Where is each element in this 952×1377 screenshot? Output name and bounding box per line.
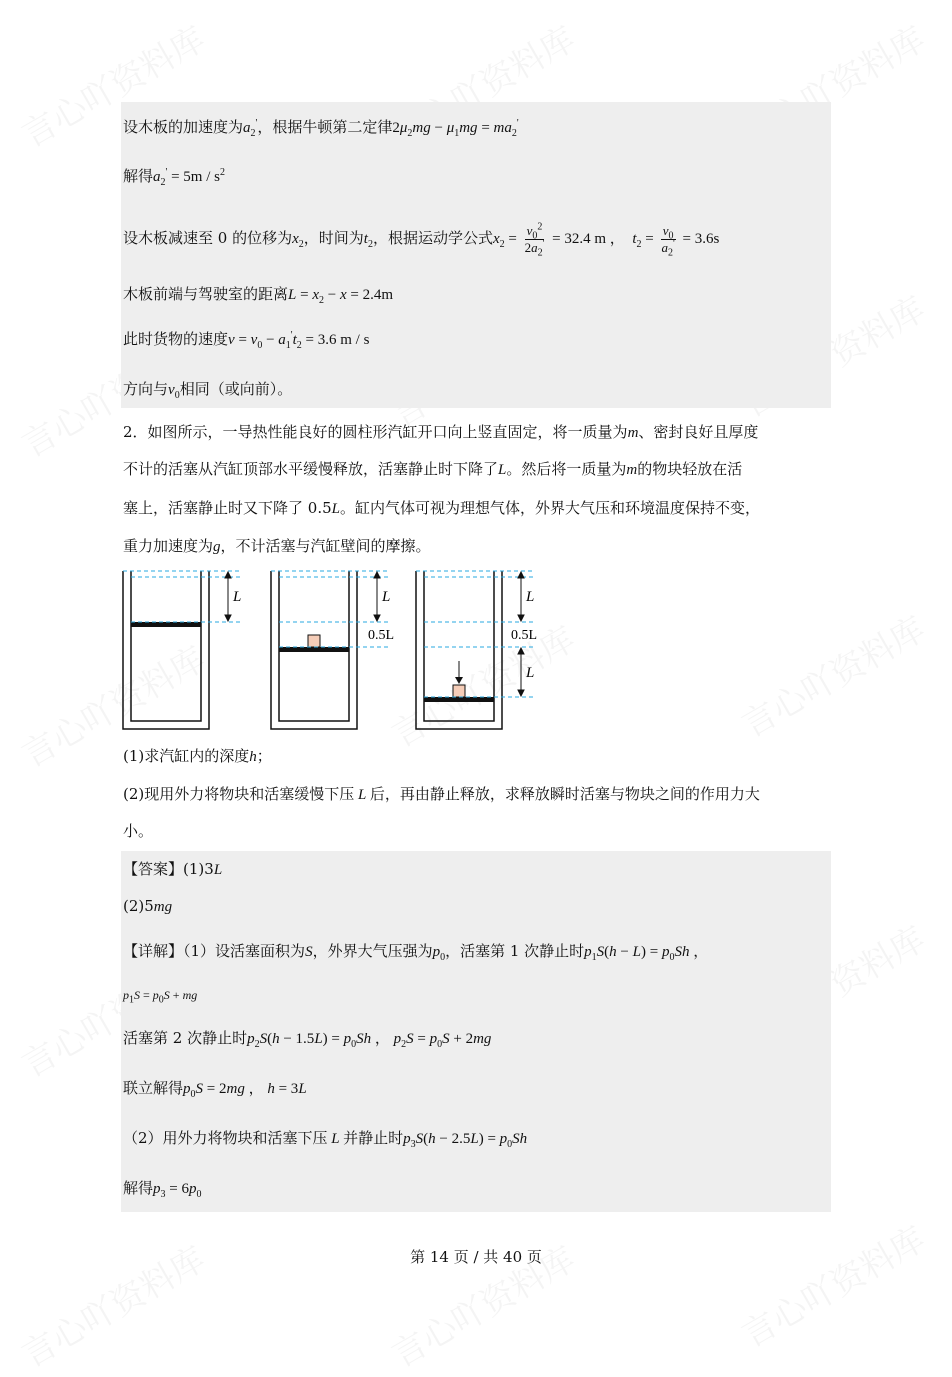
label-L-2: L xyxy=(382,589,391,605)
solution-line-2: 解得$a_2' = 5m / s^2$ xyxy=(123,167,225,188)
text: 小。 xyxy=(123,822,154,840)
text: 解得 xyxy=(123,167,154,185)
solution-line-3: 设木板减速至 0 的位移为$x_2$，时间为$t_2$，根据运动学公式$x_2$ = $\frac{v_0^2}{2a_2'}$ = 32.4 m ， $t_2$ = $\frac{v_0}{a_2'}$ = 3.6s xyxy=(123,221,720,259)
label-L-1: L xyxy=(233,589,242,605)
question-1: (1)求汽缸内的深度h； xyxy=(123,747,272,765)
text: ，不计活塞与汽缸壁间的摩擦。 xyxy=(220,537,431,555)
text: 方向与 xyxy=(123,380,169,398)
detail-line-1: 【详解】（1）设活塞面积为S，外界大气压强为$p_0$，活塞第 1 次静止时$p_1S(h - L) = p_0Sh$ ， xyxy=(123,942,709,963)
answer-label: 【答案】 xyxy=(123,860,184,878)
text: （2）用外力将物块和活塞下压 xyxy=(123,1129,328,1147)
watermark xyxy=(731,1212,932,1356)
block-2 xyxy=(308,635,320,647)
solution-line-6: 方向与$v_0$相同（或向前）。 xyxy=(123,380,293,401)
text: 、密封良好且厚度 xyxy=(638,423,759,441)
label-L-3b: L xyxy=(526,665,535,681)
text: 的物块轻放在活 xyxy=(637,460,743,478)
problem-line-2: 不计的活塞从汽缸顶部水平缓慢释放，活塞静止时下降了L。然后将一质量为m的物块轻放在活 xyxy=(123,460,743,478)
detail-line-2: $p_1S = p_0S$ + mg xyxy=(123,988,198,1006)
watermark xyxy=(731,602,932,746)
detail-line-5: （2）用外力将物块和活塞下压 L 并静止时$p_3S(h - 2.5L) = p_0Sh$ xyxy=(123,1129,528,1150)
text: 。缸内气体可视为理想气体，外界大气压和环境温度保持不变， xyxy=(339,499,760,517)
detail-line-3: 活塞第 2 次静止时$p_2S(h - 1.5L) = p_0Sh$ ， $p_2S = p_0S + 2mg$ xyxy=(123,1029,492,1050)
label-half-2: 0.5L xyxy=(368,628,395,643)
problem-line-1: 2．如图所示，一导热性能良好的圆柱形汽缸开口向上竖直固定，将一质量为m、密封良好且厚度 xyxy=(123,423,759,441)
problem-line-3: 塞上，活塞静止时又下降了 0.5L。缸内气体可视为理想气体，外界大气压和环境温度保持不变， xyxy=(123,499,760,517)
question-2: (2)现用外力将物块和活塞缓慢下压 L 后，再由静止释放，求释放瞬时活塞与物块之间的作用力大 xyxy=(123,785,760,803)
text: 木板前端与驾驶室的距离 xyxy=(123,285,289,303)
text: 重力加速度为 xyxy=(123,537,214,555)
detail-label: 【详解】 xyxy=(123,942,184,960)
text: ，根据牛顿第二定律 xyxy=(257,118,393,136)
answer-line-2: (2)5mg xyxy=(123,897,173,915)
text: 设木板的加速度为 xyxy=(123,118,244,136)
text: 此时货物的速度 xyxy=(123,330,229,348)
text: ，活塞第 1 次静止时 xyxy=(445,942,585,960)
question-2-cont xyxy=(123,820,829,842)
cylinder-1-wall xyxy=(123,571,209,729)
text: (2)现用外力将物块和活塞缓慢下压 xyxy=(123,785,355,803)
text: (1)求汽缸内的深度 xyxy=(123,747,250,765)
solution-line-4: 木板前端与驾驶室的距离$L = x_2 - x = 2.4m$ xyxy=(123,285,394,306)
text: 。然后将一质量为 xyxy=(506,460,627,478)
text: 并静止时 xyxy=(343,1129,404,1147)
label-L-3a: L xyxy=(526,589,535,605)
answer-line-1: 【答案】(1)3L xyxy=(123,860,223,878)
problem-line-4: 重力加速度为g，不计活塞与汽缸壁间的摩擦。 xyxy=(123,537,431,555)
piston-2 xyxy=(279,647,349,652)
block-3 xyxy=(453,685,465,697)
text: (1)3 xyxy=(183,860,214,878)
text: 解得 xyxy=(123,1179,154,1197)
text: ，外界大气压强为 xyxy=(312,942,433,960)
text: 塞上，活塞静止时又下降了 0.5 xyxy=(123,499,332,517)
page-footer: 第 14 页 / 共 40 页 xyxy=(410,1248,542,1266)
cylinder-figure xyxy=(115,565,555,735)
text: 2．如图所示，一导热性能良好的圆柱形汽缸开口向上竖直固定，将一质量为 xyxy=(123,423,628,441)
cylinder-3-wall xyxy=(416,571,502,729)
text: (2)5 xyxy=(123,897,154,915)
text: ，时间为 xyxy=(303,229,364,247)
text: 活塞第 2 次静止时 xyxy=(123,1029,248,1047)
text: 后，再由静止释放，求释放瞬时活塞与物块之间的作用力大 xyxy=(369,785,760,803)
text: 相同（或向前）。 xyxy=(179,380,293,398)
piston-1 xyxy=(131,622,201,627)
text: ； xyxy=(256,747,272,765)
text: ，根据运动学公式 xyxy=(372,229,493,247)
detail-line-4: 联立解得$p_0S = 2mg$ ， h = 3L xyxy=(123,1079,307,1100)
text: （1）设活塞面积为 xyxy=(183,942,306,960)
solution-line-5: 此时货物的速度$v = v_0 - a_1't_2 = 3.6$ m / s xyxy=(123,330,370,351)
piston-3 xyxy=(424,697,494,702)
text: 不计的活塞从汽缸顶部水平缓慢释放，活塞静止时下降了 xyxy=(123,460,499,478)
text: 联立解得 xyxy=(123,1079,184,1097)
label-half-3: 0.5L xyxy=(511,628,538,643)
text: 设木板减速至 0 的位移为 xyxy=(123,229,293,247)
solution-line-1: 设木板的加速度为$a_2'$，根据牛顿第二定律$2\mu_2mg - \mu_1mg = ma_2'$ xyxy=(123,118,519,139)
detail-line-6: 解得$p_3 = 6p_0$ xyxy=(123,1179,202,1200)
